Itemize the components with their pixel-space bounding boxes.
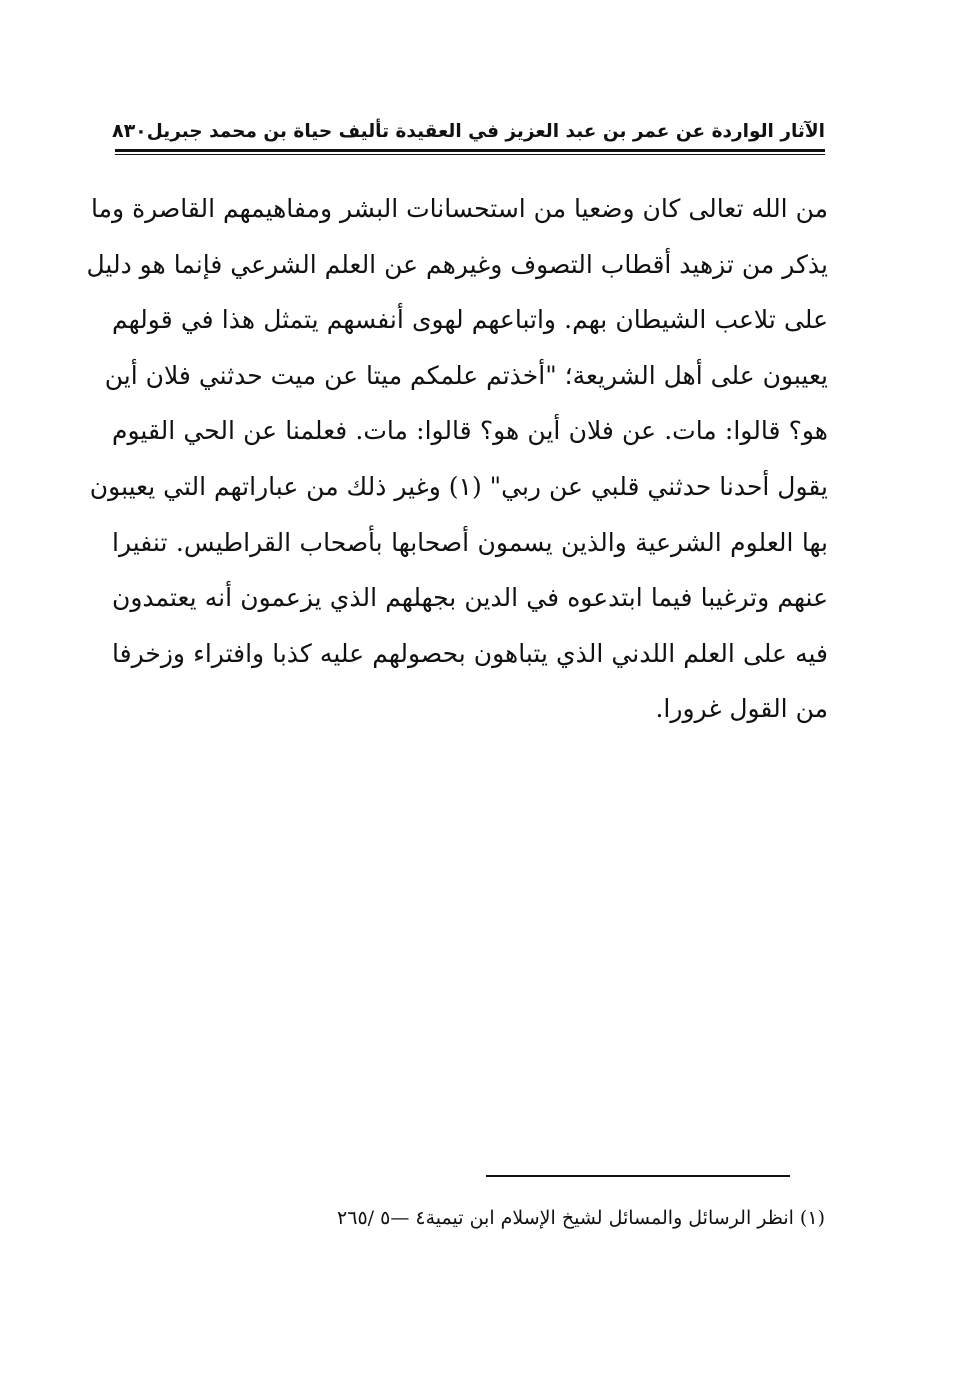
text-line: من الله تعالى كان وضعيا من استحسانات البشر ومفاهيمهم القاصرة وما xyxy=(91,194,828,223)
header-title: الآثار الواردة عن عمر بن عبد العزيز في العقيدة تأليف حياة بن محمد جبريل xyxy=(146,120,825,142)
text-line: هو؟ قالوا: مات. عن فلان أين هو؟ قالوا: مات. فعلمنا عن الحي القيوم xyxy=(112,416,828,446)
running-header xyxy=(111,114,825,148)
text-line: على تلاعب الشيطان بهم. واتباعهم لهوى أنفسهم يتمثل هذا في قولهم xyxy=(112,305,828,335)
text-line: فيه على العلم اللدني الذي يتباهون بحصولهم عليه كذبا وافتراء وزخرفا xyxy=(112,638,828,668)
text-line: يقول أحدنا حدثني قلبي عن ربي" (١) وغير ذلك من عباراتهم التي يعيبون xyxy=(89,471,828,501)
page-number: ٨٣٠ xyxy=(111,120,147,142)
text-line: بها العلوم الشرعية والذين يسمون أصحابها بأصحاب القراطيس. تنفيرا xyxy=(112,527,828,557)
text-line: يذكر من تزهيد أقطاب التصوف وغيرهم عن العلم الشرعي فإنما هو دليل xyxy=(86,249,828,279)
text-line: يعيبون على أهل الشريعة؛ "أخذتم علمكم ميتا عن ميت حدثني فلان أين xyxy=(104,360,828,390)
header-rule-thick xyxy=(115,149,825,152)
header-rule-thin xyxy=(115,154,825,155)
main-paragraph xyxy=(86,181,828,737)
text-line: عنهم وترغيبا فيما ابتدعوه في الدين بجهلهم الذي يزعمون أنه يعتمدون xyxy=(112,583,828,613)
footnote-separator xyxy=(486,1175,790,1177)
footnote: (١) انظر الرسائل والمسائل لشيخ الإسلام ابن تيمية٤ —٥ /٢٦٥ xyxy=(337,1207,825,1229)
text-line: من القول غرورا. xyxy=(655,694,828,724)
